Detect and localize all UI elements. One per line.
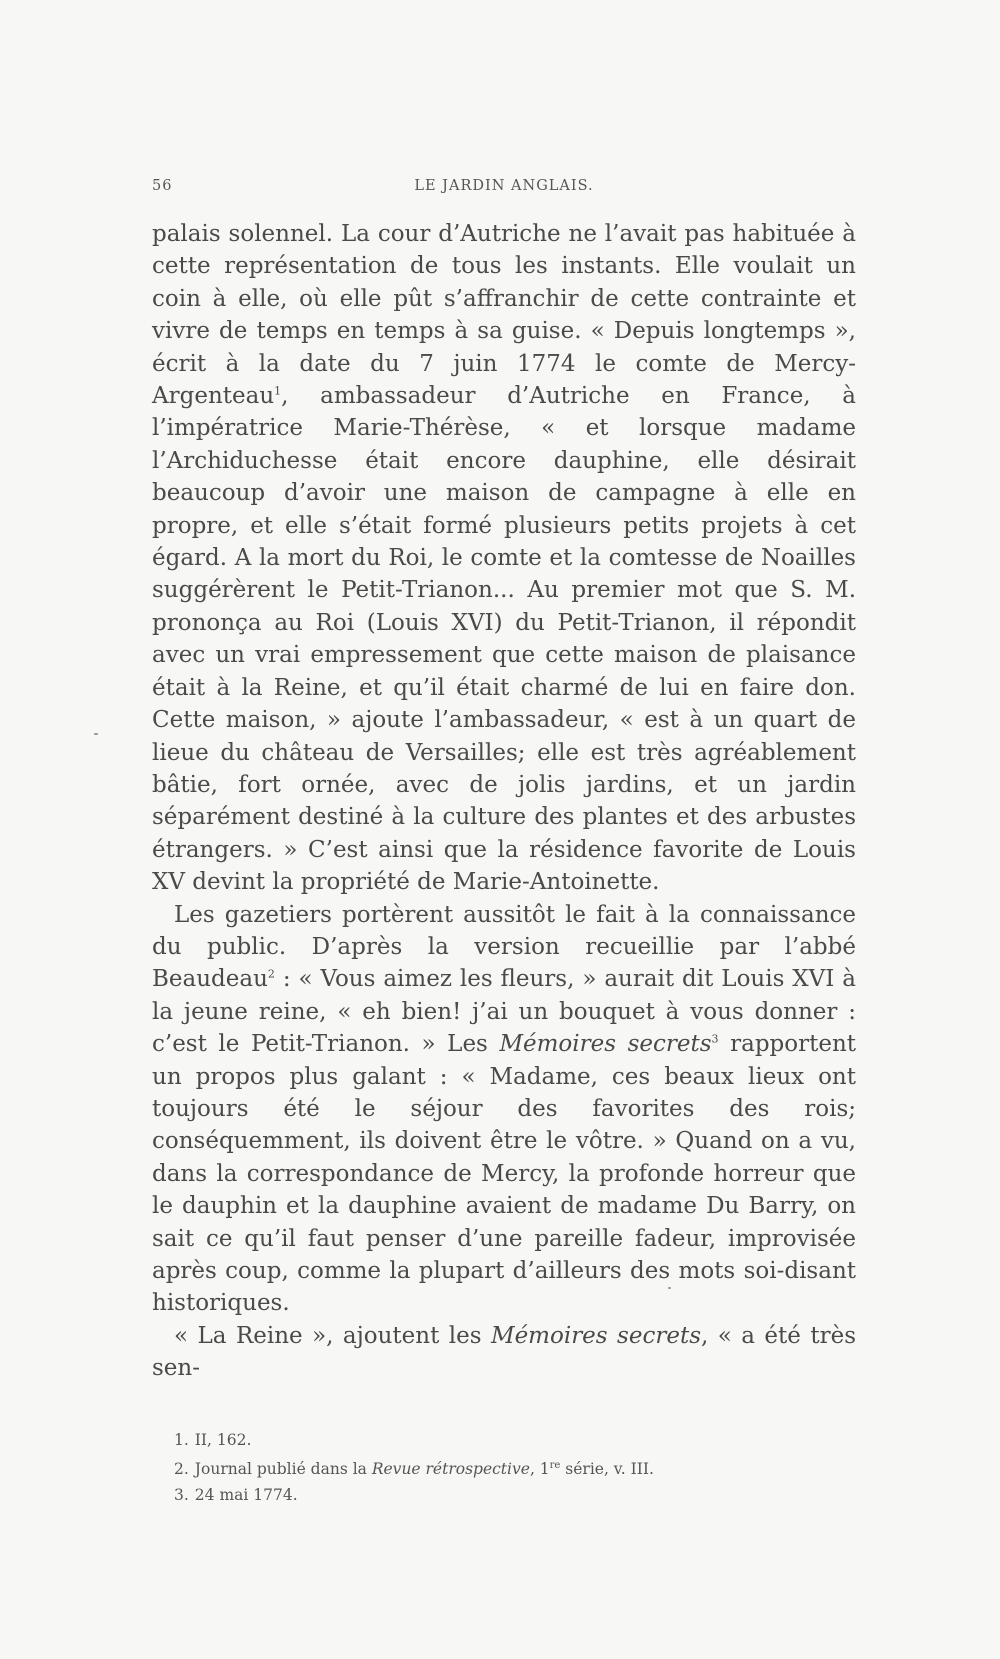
paragraph-2-text-b: : « Vous aimez les fleurs, » aurait dit Louis XVI à la jeune reine, « eh bien! j’ai un bouquet à vous donner : c’est le Petit-Trianon. » Les <box>152 966 856 1058</box>
footnote-3 <box>152 1483 856 1509</box>
paper-speck <box>668 1287 671 1289</box>
running-title: LE JARDIN ANGLAIS. <box>414 178 594 194</box>
footnote-number: 2. <box>174 1460 189 1479</box>
paragraph-3 <box>152 1320 856 1385</box>
footnote-ref-3: 3 <box>711 1032 719 1046</box>
page-number: 56 <box>152 178 173 194</box>
paragraph-2-italic-title: Mémoires secrets <box>499 1031 712 1058</box>
paragraph-3-text-b: , « a été très sen- <box>152 1322 856 1382</box>
footnote-italic-title: Revue rétrospective <box>371 1460 530 1479</box>
paragraph-1 <box>152 218 856 899</box>
footnote-text: , 1 <box>529 1460 550 1479</box>
footnote-2 <box>152 1453 856 1483</box>
footnote-number: 3. <box>174 1485 189 1504</box>
body-text <box>152 218 856 1385</box>
book-page <box>152 178 856 1508</box>
footnote-number: 1. <box>174 1430 189 1449</box>
footnote-superscript: re <box>549 1460 561 1472</box>
footnote-ref-2: 2 <box>267 967 275 981</box>
paper-speck <box>94 733 98 735</box>
running-head <box>152 178 856 204</box>
footnote-1 <box>152 1428 856 1454</box>
paragraph-2-text-c: rapportent un propos plus galant : « Madame, ces beaux lieux ont toujours été le séjour des favorites des rois; conséquemment, ils doivent être le vôtre. » Quand on a vu, dans la correspondance de Mercy, la profonde horreur que le dauphin et la dauphine avaient de madame Du Barry, on sait ce qu’il faut penser d’une pareille fadeur, improvisée après coup, comme la plupart d’ailleurs des mots soi-disant historiques. <box>152 1031 857 1317</box>
footnote-text: série, v. III. <box>560 1460 654 1479</box>
paragraph-3-italic-title: Mémoires secrets <box>491 1322 701 1349</box>
footnote-text: Journal publié dans la <box>194 1460 372 1479</box>
paragraph-2-text-a: Les gazetiers portèrent aussitôt le fait à la connaissance du public. D’après la version recueillie par l’abbé Beaudeau <box>152 901 856 993</box>
paragraph-3-text-a: « La Reine », ajoutent les <box>174 1322 492 1349</box>
footnote-ref-1: 1 <box>274 384 282 398</box>
footnote-text: 24 mai 1774. <box>194 1485 298 1504</box>
footnotes <box>152 1428 856 1509</box>
footnote-text: II, 162. <box>194 1430 252 1449</box>
paragraph-1-text-b: , ambassadeur d’Autriche en France, à l’impératrice Marie-Thérèse, « et lorsque madame l’Archiduchesse était encore dauphine, elle désirait beaucoup d’avoir une maison de campagne à elle en propre, et elle s’était formé plusieurs petits projets à cet égard. A la mort du Roi, le comte et la comtesse de Noailles suggérèrent le Petit-Trianon... Au premier mot que S. M. prononça au Roi (Louis XVI) du Petit-Trianon, il répondit avec un vrai empressement que cette maison de plaisance était à la Reine, et qu’il était charmé de lui en faire don. Cette maison, » ajoute l’ambassadeur, « est à un quart de lieue du château de Versailles; elle est très agréablement bâtie, fort ornée, avec de jolis jardins, et un jardin séparément destiné à la culture des plantes et des arbustes étrangers. » C’est ainsi que la résidence favorite de Louis XV devint la propriété de Marie-Antoinette. <box>152 383 856 896</box>
paragraph-1-text-a: palais solennel. La cour d’Autriche ne l’avait pas habituée à cette représentation de tous les instants. Elle voulait un coin à elle, où elle pût s’affranchir de cette contrainte et vivre de temps en temps à sa guise. « Depuis longtemps », écrit à la date du 7 juin 1774 le comte de Mercy-Argenteau <box>152 221 856 410</box>
paragraph-2 <box>152 899 856 1320</box>
